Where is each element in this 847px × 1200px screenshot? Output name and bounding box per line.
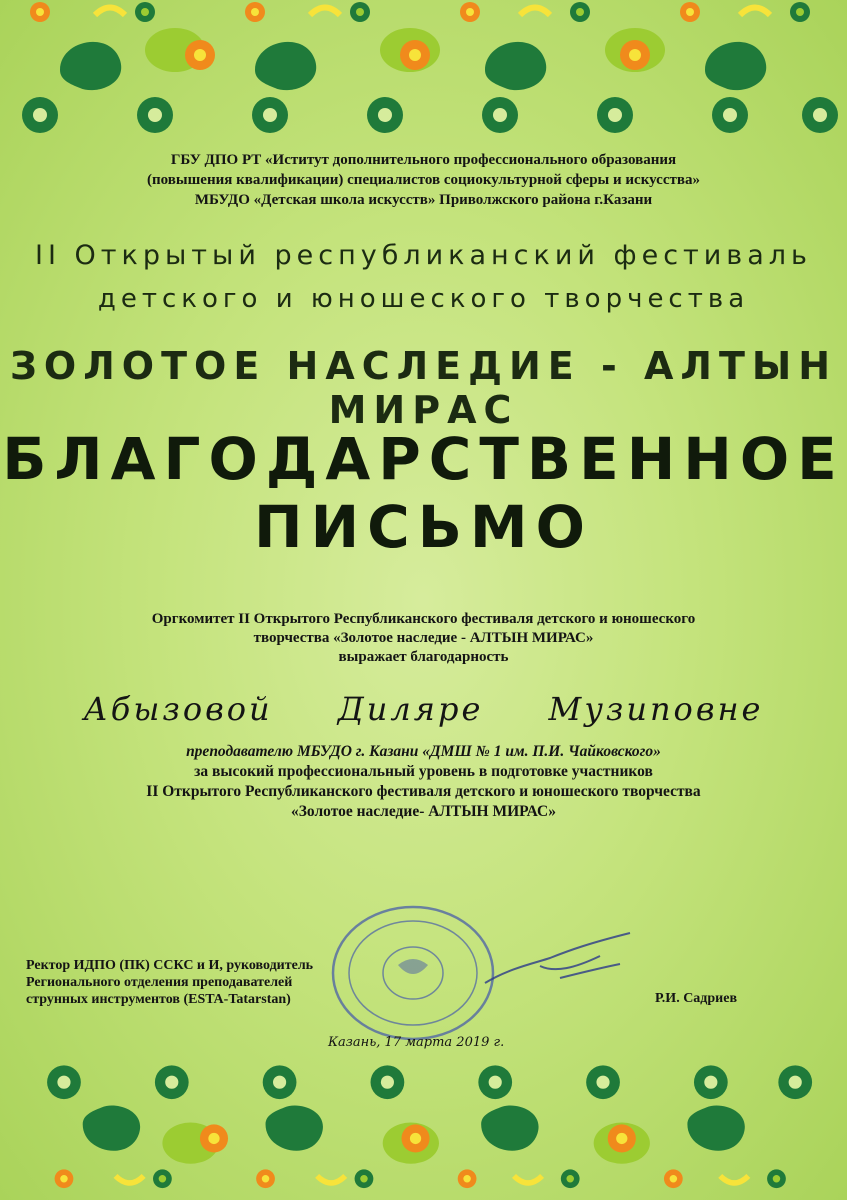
organizer-line-1: Оргкомитет II Открытого Республиканского фестиваля детского и юношеского (151, 611, 696, 627)
institution-line-1: ГБУ ДПО РТ «Иститут дополнительного профессионального образования (170, 152, 677, 168)
signer-line-2: Регионального отделения преподавателей (26, 975, 293, 990)
recipient-patronymic: Музиповне (548, 690, 764, 728)
recipient-first-name: Диляре (337, 690, 484, 728)
orange-flower-icon (185, 40, 650, 70)
paisley-leaf-icon (255, 42, 316, 90)
top-ornament-band (0, 0, 847, 150)
issue-date: Казань, 17 марта 2019 г. (328, 1035, 505, 1050)
description (0, 742, 847, 822)
swirl-icon (310, 8, 340, 16)
recipient-surname: Абызовой (83, 690, 273, 728)
festival-line-2: детского и юношеского творчества (97, 284, 750, 314)
paisley-leaf-icon (60, 42, 121, 90)
signer-line-3: струнных инструментов (ESTA-Tatarstan) (26, 992, 291, 1007)
festival-name: ЗОЛОТОЕ НАСЛЕДИЕ - АЛТЫН МИРАС (9, 344, 838, 432)
description-line-4: «Золотое наследие- АЛТЫН МИРАС» (290, 803, 557, 820)
festival-line-1: II Открытый республиканский фестиваль (35, 240, 812, 271)
paisley-leaf-icon (705, 42, 766, 90)
dark-flower-icon (22, 97, 58, 133)
description-line-2: за высокий профессиональный уровень в подготовке участников (194, 763, 653, 780)
small-flower-icon (30, 2, 810, 22)
signer-position (26, 957, 313, 1008)
official-stamp (328, 903, 498, 1043)
description-line-1: преподавателю МБУДО г. Казани «ДМШ № 1 им. П.И. Чайковского» (186, 743, 661, 760)
paisley-leaf-icon (485, 42, 546, 90)
organizer-line-2: творчества «Золотое наследие - АЛТЫН МИРАС» (253, 630, 594, 646)
organizer-line-3: выражает благодарность (338, 649, 509, 665)
document-title: БЛАГОДАРСТВЕННОЕ ПИСЬМО (2, 425, 845, 561)
swirl-icon (740, 8, 770, 16)
organizer-statement (0, 610, 847, 667)
swirl-icon (520, 8, 550, 16)
signer-name: Р.И. Садриев (655, 991, 738, 1006)
signer-line-1: Ректор ИДПО (ПК) ССКС и И, руководитель (26, 958, 314, 973)
institutions-header (0, 150, 847, 210)
swirl-icon (95, 8, 125, 16)
institution-line-3: МБУДО «Детская школа искусств» Приволжского района г.Казани (194, 192, 653, 208)
bottom-ornament-band (0, 1040, 847, 1190)
description-line-3: II Открытого Республиканского фестиваля детского и юношеского творчества (146, 783, 701, 800)
recipient-name (0, 690, 847, 728)
handwritten-signature (480, 928, 640, 998)
institution-line-2: (повышения квалификации) специалистов социокультурной сферы и искусства» (147, 172, 700, 188)
